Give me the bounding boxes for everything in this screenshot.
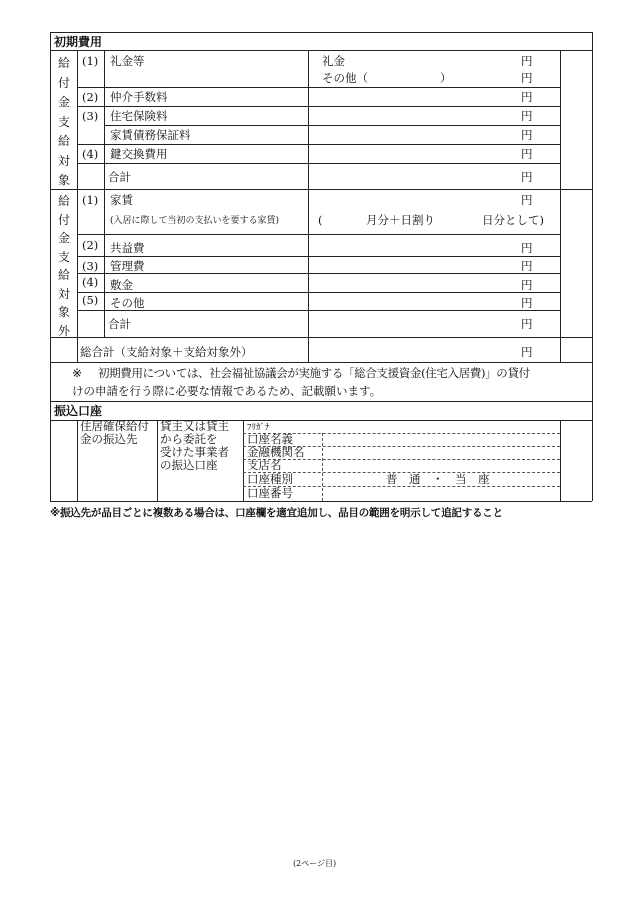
yen-unit: 円 [521, 193, 533, 207]
row-label-common-fee: 共益費 [110, 241, 145, 255]
yen-unit: 円 [521, 90, 533, 104]
row-label-key-money: 礼金等 [110, 54, 145, 68]
row-label-deposit: 敷金 [110, 278, 133, 292]
row-num: (2) [82, 90, 99, 104]
field-account-holder: 口座名義 [247, 432, 293, 446]
row-label-management-fee: 管理費 [110, 259, 145, 273]
rent-calc-open: ( [318, 213, 323, 227]
row-num: (1) [82, 193, 99, 207]
row-label-other: その他 [110, 296, 145, 310]
row-num: (5) [82, 293, 99, 307]
yen-unit: 円 [521, 345, 533, 359]
yen-unit: 円 [521, 147, 533, 161]
other-close-paren: ） [440, 71, 452, 85]
row-num: (3) [82, 109, 99, 123]
note-line-2: けの申請を行う際に必要な情報であるため、記載願います。 [72, 384, 382, 398]
row-label-subtotal-b: 合計 [108, 317, 131, 331]
vertical-label-payment-target: 給 付 金 支 給 対 象 [57, 56, 70, 187]
yen-unit: 円 [521, 278, 533, 292]
row-num: (4) [82, 147, 99, 161]
row-label-brokerage: 仲介手数料 [110, 90, 168, 104]
note-line-1: 初期費用については、社会福祉協議会が実施する「総合支援資金(住宅入居費)」の貸付 [98, 366, 530, 380]
transfer-destination-label: 住居確保給付 金の振込先 [80, 419, 149, 446]
section-title-bank-account: 振込口座 [54, 404, 103, 418]
field-bank-name: 金融機関名 [247, 445, 305, 459]
row-num: (3) [82, 259, 99, 273]
grand-total-label: 総合計（支給対象＋支給対象外） [80, 345, 253, 359]
account-type-options: 普 通 ・ 当 座 [386, 472, 490, 486]
row-label-insurance: 住宅保険料 [110, 109, 168, 123]
row-label-rent: 家賃 [110, 193, 133, 207]
vertical-label-non-payment-target: 給 付 金 支 給 対 象 外 [57, 194, 70, 338]
page-number: (2ページ目) [293, 859, 337, 868]
rent-calc-day: 日分として) [482, 213, 544, 227]
yen-unit: 円 [521, 54, 533, 68]
yen-unit: 円 [521, 71, 533, 85]
yen-unit: 円 [521, 109, 533, 123]
row-num: (2) [82, 238, 99, 252]
landlord-account-label: 貸主又は貸主 から委託を 受けた事業者 の振込口座 [160, 419, 229, 472]
key-money-label: 礼金 [322, 54, 345, 68]
row-label-guarantee: 家賃債務保証料 [110, 128, 191, 142]
field-furigana: ﾌﾘｶﾞﾅ [247, 423, 270, 433]
row-num: (1) [82, 54, 99, 68]
field-account-type: 口座種別 [247, 472, 293, 486]
yen-unit: 円 [521, 170, 533, 184]
yen-unit: 円 [521, 317, 533, 331]
yen-unit: 円 [521, 128, 533, 142]
section-title-initial-cost: 初期費用 [54, 35, 103, 49]
row-num: (4) [82, 275, 99, 289]
yen-unit: 円 [521, 259, 533, 273]
row-label-key-exchange: 鍵交換費用 [110, 147, 168, 161]
yen-unit: 円 [521, 296, 533, 310]
note-mark: ※ [72, 366, 83, 380]
row-label-subtotal-a: 合計 [108, 170, 131, 184]
footnote: ※振込先が品目ごとに複数ある場合は、口座欄を適宜追加し、品目の範囲を明示して追記すること [50, 507, 503, 519]
field-account-number: 口座番号 [247, 486, 293, 500]
rent-calc-month: 月分＋日割り [366, 213, 435, 227]
rent-note: (入居に際して当初の支払いを要する家賃) [110, 216, 280, 226]
field-branch-name: 支店名 [247, 458, 282, 472]
yen-unit: 円 [521, 241, 533, 255]
other-label: その他（ [322, 71, 368, 85]
